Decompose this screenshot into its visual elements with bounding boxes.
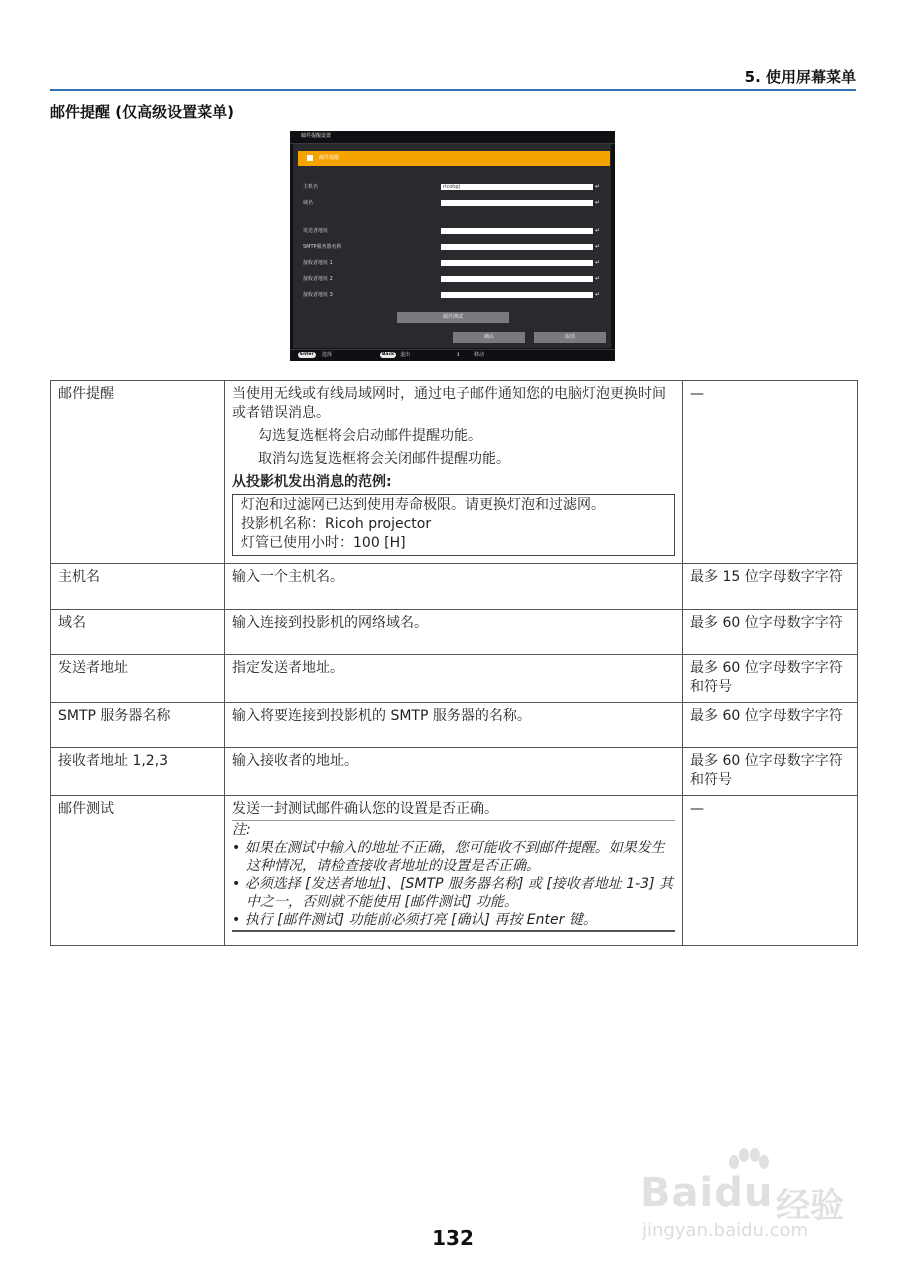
enter-key-icon: Enter <box>300 352 314 357</box>
osd-ok-button[interactable]: 确认 <box>453 332 525 343</box>
setting-limit: 最多 60 位字母数字字符 <box>683 703 858 748</box>
osd-field-label: 主机名 <box>303 184 319 190</box>
setting-description: 输入一个主机名。 <box>225 564 683 610</box>
osd-field-label: 域名 <box>303 200 314 206</box>
osd-smtp-input[interactable] <box>441 244 593 250</box>
table-row <box>51 610 858 655</box>
watermark-url: jingyan.baidu.com <box>642 1220 809 1241</box>
example-line: 灯管已使用小时：100 [H] <box>241 535 406 551</box>
osd-recipient3-input[interactable] <box>441 292 593 298</box>
setting-description: 输入将要连接到投影机的 SMTP 服务器的名称。 <box>225 703 683 748</box>
enter-icon: ↵ <box>595 183 601 190</box>
osd-footer-select: 选择 <box>322 352 333 358</box>
note-item: • 如果在测试中输入的地址不正确，您可能收不到邮件提醒。如果发生这种情况，请检查接收者地址的设置是否正确。 <box>232 840 665 874</box>
osd-sender-input[interactable] <box>441 228 593 234</box>
setting-limit: 最多 60 位字母数字字符 <box>683 610 858 655</box>
osd-field-label: 接收者地址 3 <box>303 292 333 298</box>
note-item: • 必须选择 [发送者地址]、[SMTP 服务器名称] 或 [接收者地址 1-3] 其中之一，否则就不能使用 [邮件测试] 功能。 <box>232 876 674 910</box>
page-number: 132 <box>432 1226 474 1250</box>
setting-name: 主机名 <box>51 564 225 610</box>
settings-table <box>50 380 858 946</box>
table-row <box>51 748 858 796</box>
watermark-brand: Baidu <box>640 1170 774 1216</box>
watermark-brand-cn: 经验 <box>776 1186 844 1226</box>
osd-domain-input[interactable] <box>441 200 593 206</box>
osd-footer-move: 移动 <box>474 352 485 358</box>
enter-icon: ↵ <box>595 243 601 250</box>
setting-limit: 最多 15 位字母数字字符 <box>683 564 858 610</box>
osd-recipient2-input[interactable] <box>441 276 593 282</box>
setting-limit: — <box>683 796 858 946</box>
setting-name: 域名 <box>51 610 225 655</box>
setting-name: 接收者地址 1,2,3 <box>51 748 225 796</box>
osd-cancel-button[interactable]: 取消 <box>534 332 606 343</box>
osd-mail-alert-checkbox[interactable] <box>307 155 313 161</box>
enter-icon: ↵ <box>595 259 601 266</box>
table-row <box>51 796 858 946</box>
setting-description: 输入连接到投影机的网络域名。 <box>225 610 683 655</box>
setting-name: 发送者地址 <box>51 655 225 703</box>
description-line: 取消勾选复选框将会关闭邮件提醒功能。 <box>258 451 510 467</box>
osd-hostname-input[interactable]: ricohpj <box>441 184 593 190</box>
setting-name: 邮件提醒 <box>51 381 225 564</box>
osd-footer <box>290 349 615 362</box>
setting-limit: 最多 60 位字母数字字符和符号 <box>683 655 858 703</box>
description-text: 发送一封测试邮件确认您的设置是否正确。 <box>232 801 498 817</box>
table-row <box>51 703 858 748</box>
example-line: 灯泡和过滤网已达到使用寿命极限。请更换灯泡和过滤网。 <box>241 497 605 513</box>
setting-limit: 最多 60 位字母数字字符和符号 <box>683 748 858 796</box>
note-item: • 执行 [邮件测试] 功能前必须打亮 [确认] 再按 Enter 键。 <box>232 912 597 928</box>
example-box <box>232 494 675 556</box>
enter-icon: ↵ <box>595 227 601 234</box>
note-label: 注: <box>232 822 251 838</box>
back-key-icon: Back <box>382 352 395 357</box>
setting-description <box>225 796 683 946</box>
description-text: 当使用无线或有线局域网时，通过电子邮件通知您的电脑灯泡更换时间或者错误消息。 <box>232 386 666 421</box>
note-area <box>232 820 675 932</box>
description-line: 勾选复选框将会启动邮件提醒功能。 <box>258 428 482 444</box>
osd-mail-test-button[interactable]: 邮件测试 <box>397 312 509 323</box>
table-row <box>51 655 858 703</box>
osd-content <box>293 144 611 348</box>
section-title: 邮件提醒 (仅高级设置菜单) <box>50 103 234 121</box>
osd-footer-exit: 退出 <box>400 352 411 358</box>
osd-mail-alert-label: 邮件提醒 <box>319 155 340 161</box>
enter-icon: ↵ <box>595 275 601 282</box>
osd-mail-alert-row[interactable] <box>298 151 610 166</box>
osd-field-label: SMTP服务器名称 <box>303 244 342 250</box>
setting-description: 指定发送者地址。 <box>225 655 683 703</box>
osd-screenshot <box>290 131 615 361</box>
osd-field-label: 发送者地址 <box>303 228 329 234</box>
example-title: 从投影机发出消息的范例: <box>232 474 392 490</box>
setting-limit: — <box>683 381 858 564</box>
setting-name: 邮件测试 <box>51 796 225 946</box>
enter-icon: ↵ <box>595 199 601 206</box>
enter-icon: ↵ <box>595 291 601 298</box>
osd-recipient1-input[interactable] <box>441 260 593 266</box>
setting-name: SMTP 服务器名称 <box>51 703 225 748</box>
table-row <box>51 381 858 564</box>
osd-window-title: 邮件提醒设置 <box>290 131 615 144</box>
setting-description: 输入接收者的地址。 <box>225 748 683 796</box>
move-arrows-icon: ↕ <box>456 352 461 358</box>
setting-description <box>225 381 683 564</box>
osd-field-label: 接收者地址 1 <box>303 260 333 266</box>
osd-field-label: 接收者地址 2 <box>303 276 333 282</box>
header-divider <box>50 89 856 91</box>
example-line: 投影机名称：Ricoh projector <box>241 516 432 532</box>
table-row <box>51 564 858 610</box>
chapter-title: 5. 使用屏幕菜单 <box>744 68 856 86</box>
